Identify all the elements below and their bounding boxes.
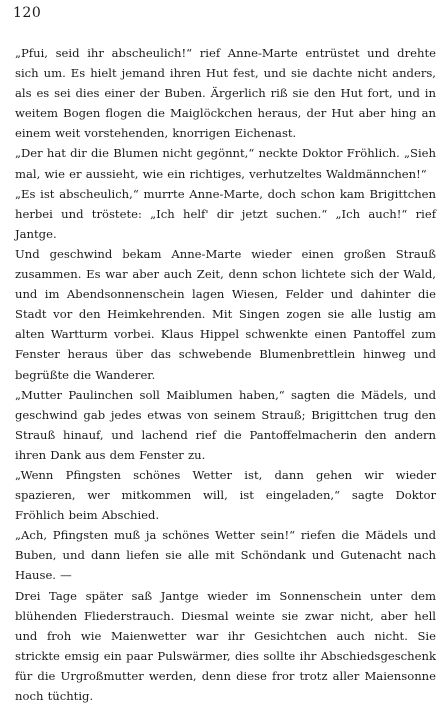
paragraph: „Der hat dir die Blumen nicht gegönnt,“ neckte Doktor Fröhlich. „Sieh mal, wie er aussieht, wie ein richtiges, verhutzeltes Waldmännchen!“ <box>15 146 436 181</box>
paragraph: „Mutter Paulinchen soll Maiblumen haben,“ sagten die Mädels, und geschwind gab jedes etwas von seinem Strauß; Brigittchen trug den Strauß hinauf, und lachend rief die Pantoffelmacherin den andern ihren Dank aus dem Fenster zu. <box>15 387 436 462</box>
paragraph: Drei Tage später saß Jantge wieder im Sonnenschein unter dem blühenden Fliederstrauch. Diesmal weinte sie zwar nicht, aber hell und froh wie Maienwetter war ihr Gesichtchen auch nicht. Sie strickte emsig ein paar Pulswärmer, dies sollte ihr Abschiedsgeschenk für die Urgroßmutter werden, denn diese fror trotz aller Maiensonne noch tüchtig. <box>15 588 436 703</box>
paragraph: Und geschwind bekam Anne-Marte wieder einen großen Strauß zusammen. Es war aber auch Zeit, denn schon lichtete sich der Wald, und im Abendsonnenschein lagen Wiesen, Felder und dahinter die Stadt vor den Heimkehrenden. Mit Singen zogen sie alle lustig am alten Wartturm vorbei. Klaus Hippel schwenkte einen Pantoffel zum Fenster heraus über das schwebende Blumenbrettlein hinweg und begrüßte die Wanderer. <box>15 246 436 382</box>
paragraph: „Wenn Pfingsten schönes Wetter ist, dann gehen wir wieder spazieren, wer mitkommen will, ist eingeladen,“ sagte Doktor Fröhlich beim Abschied. <box>15 467 436 523</box>
paragraph: „Ach, Pfingsten muß ja schönes Wetter sein!“ riefen die Mädels und Buben, und dann liefen sie alle mit Schöndank und Gutenacht nach Hause. — <box>15 528 436 583</box>
paragraph: „Es ist abscheulich,“ murrte Anne-Marte, doch schon kam Brigittchen herbei und tröstete: „Ich helf' dir jetzt suchen.“ „Ich auch!“ rief Jantge. <box>15 186 436 241</box>
page-number: 120 <box>13 5 42 21</box>
paragraph: „Pfui, seid ihr abscheulich!“ rief Anne-Marte entrüstet und drehte sich um. Es hielt jemand ihren Hut fest, und sie dachte nicht anders, als es sei dies einer der Buben. Ärgerlich riß sie den Hut fort, und in weitem Bogen flogen die Maiglöckchen heraus, der Hut aber hing an einem weit vorstehenden, knorrigen Eichenast. <box>15 46 436 141</box>
